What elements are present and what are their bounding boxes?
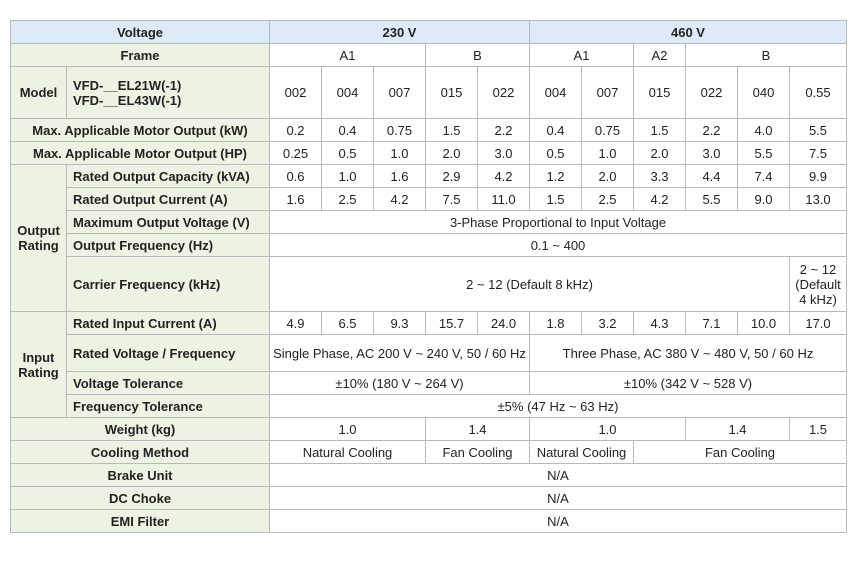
model-code: 004 — [322, 67, 374, 119]
motor-kw-value: 1.5 — [634, 119, 686, 142]
voltage-tolerance-row — [11, 372, 847, 395]
frequency-tolerance-value: ±5% (47 Hz ~ 63 Hz) — [270, 395, 847, 418]
carrier-frequency-row — [11, 257, 847, 312]
spec-table — [10, 20, 847, 533]
cooling-label: Cooling Method — [11, 441, 270, 464]
output-current-value: 11.0 — [478, 188, 530, 211]
output-capacity-value: 2.9 — [426, 165, 478, 188]
output-frequency-label: Output Frequency (Hz) — [67, 234, 270, 257]
motor-hp-value: 2.0 — [634, 142, 686, 165]
voltage-460: 460 V — [530, 21, 847, 44]
rated-voltage-frequency-230: Single Phase, AC 200 V ~ 240 V, 50 / 60 Hz — [270, 335, 530, 372]
model-name-460: VFD-__EL43W(-1) — [73, 92, 182, 108]
cooling-value: Fan Cooling — [426, 441, 530, 464]
frame-row — [11, 44, 847, 67]
output-capacity-value: 9.9 — [790, 165, 847, 188]
brake-unit-label: Brake Unit — [11, 464, 270, 487]
output-capacity-value: 7.4 — [738, 165, 790, 188]
frame-cell: A2 — [634, 44, 686, 67]
model-code: 040 — [738, 67, 790, 119]
input-current-value: 15.7 — [426, 312, 478, 335]
motor-kw-row — [11, 119, 847, 142]
motor-hp-value: 2.0 — [426, 142, 478, 165]
voltage-tolerance-230: ±10% (180 V ~ 264 V) — [270, 372, 530, 395]
motor-kw-value: 0.2 — [270, 119, 322, 142]
output-current-value: 2.5 — [322, 188, 374, 211]
output-capacity-value: 1.2 — [530, 165, 582, 188]
model-code: 002 — [270, 67, 322, 119]
output-capacity-value: 4.2 — [478, 165, 530, 188]
output-current-value: 1.5 — [530, 188, 582, 211]
model-label: Model — [11, 67, 67, 119]
input-current-row — [11, 312, 847, 335]
carrier-frequency-last: 2 ~ 12 (Default 4 kHz) — [790, 257, 847, 312]
output-current-value: 9.0 — [738, 188, 790, 211]
motor-hp-value: 1.0 — [582, 142, 634, 165]
model-code: 004 — [530, 67, 582, 119]
output-current-value: 2.5 — [582, 188, 634, 211]
frequency-tolerance-row — [11, 395, 847, 418]
input-rating-label: Input Rating — [11, 312, 67, 418]
rated-voltage-frequency-460: Three Phase, AC 380 V ~ 480 V, 50 / 60 Hz — [530, 335, 847, 372]
voltage-tolerance-label: Voltage Tolerance — [67, 372, 270, 395]
output-current-value: 1.6 — [270, 188, 322, 211]
model-code: 0.55 — [790, 67, 847, 119]
input-current-value: 9.3 — [374, 312, 426, 335]
motor-kw-value: 2.2 — [478, 119, 530, 142]
model-code: 007 — [582, 67, 634, 119]
motor-hp-value: 7.5 — [790, 142, 847, 165]
output-frequency-value: 0.1 ~ 400 — [270, 234, 847, 257]
output-current-value: 4.2 — [374, 188, 426, 211]
motor-kw-value: 4.0 — [738, 119, 790, 142]
motor-hp-label: Max. Applicable Motor Output (HP) — [11, 142, 270, 165]
motor-kw-value: 2.2 — [686, 119, 738, 142]
model-code: 015 — [634, 67, 686, 119]
output-capacity-value: 2.0 — [582, 165, 634, 188]
model-names — [67, 67, 270, 119]
model-code: 015 — [426, 67, 478, 119]
frame-cell: A1 — [530, 44, 634, 67]
weight-value: 1.4 — [686, 418, 790, 441]
cooling-row — [11, 441, 847, 464]
emi-filter-label: EMI Filter — [11, 510, 270, 533]
max-output-voltage-row — [11, 211, 847, 234]
output-rating-label: Output Rating — [11, 165, 67, 312]
motor-hp-value: 0.5 — [322, 142, 374, 165]
output-frequency-row — [11, 234, 847, 257]
output-current-value: 13.0 — [790, 188, 847, 211]
cooling-value: Natural Cooling — [530, 441, 634, 464]
dc-choke-label: DC Choke — [11, 487, 270, 510]
brake-unit-value: N/A — [270, 464, 847, 487]
output-capacity-row — [11, 165, 847, 188]
input-current-value: 1.8 — [530, 312, 582, 335]
input-current-value: 4.3 — [634, 312, 686, 335]
output-current-value: 4.2 — [634, 188, 686, 211]
input-current-label: Rated Input Current (A) — [67, 312, 270, 335]
max-output-voltage-value: 3-Phase Proportional to Input Voltage — [270, 211, 847, 234]
emi-filter-row — [11, 510, 847, 533]
carrier-frequency-value: 2 ~ 12 (Default 8 kHz) — [270, 257, 790, 312]
voltage-230: 230 V — [270, 21, 530, 44]
output-capacity-value: 1.6 — [374, 165, 426, 188]
voltage-tolerance-460: ±10% (342 V ~ 528 V) — [530, 372, 847, 395]
frame-cell: B — [426, 44, 530, 67]
model-code: 022 — [686, 67, 738, 119]
weight-value: 1.4 — [426, 418, 530, 441]
model-code: 007 — [374, 67, 426, 119]
output-capacity-value: 3.3 — [634, 165, 686, 188]
cooling-value: Fan Cooling — [634, 441, 847, 464]
motor-kw-value: 0.75 — [374, 119, 426, 142]
max-output-voltage-label: Maximum Output Voltage (V) — [67, 211, 270, 234]
frame-cell: B — [686, 44, 847, 67]
motor-hp-value: 0.5 — [530, 142, 582, 165]
motor-kw-label: Max. Applicable Motor Output (kW) — [11, 119, 270, 142]
output-capacity-label: Rated Output Capacity (kVA) — [67, 165, 270, 188]
input-current-value: 10.0 — [738, 312, 790, 335]
output-current-value: 5.5 — [686, 188, 738, 211]
voltage-row — [11, 21, 847, 44]
output-capacity-value: 4.4 — [686, 165, 738, 188]
input-current-value: 24.0 — [478, 312, 530, 335]
model-code: 022 — [478, 67, 530, 119]
rated-voltage-frequency-row — [11, 335, 847, 372]
motor-hp-value: 3.0 — [686, 142, 738, 165]
motor-kw-value: 0.75 — [582, 119, 634, 142]
frequency-tolerance-label: Frequency Tolerance — [67, 395, 270, 418]
motor-hp-value: 3.0 — [478, 142, 530, 165]
model-row — [11, 67, 847, 119]
input-current-value: 17.0 — [790, 312, 847, 335]
input-current-value: 6.5 — [322, 312, 374, 335]
carrier-frequency-label: Carrier Frequency (kHz) — [67, 257, 270, 312]
motor-hp-value: 5.5 — [738, 142, 790, 165]
output-capacity-value: 1.0 — [322, 165, 374, 188]
emi-filter-value: N/A — [270, 510, 847, 533]
motor-kw-value: 0.4 — [530, 119, 582, 142]
brake-unit-row — [11, 464, 847, 487]
output-current-label: Rated Output Current (A) — [67, 188, 270, 211]
input-current-value: 7.1 — [686, 312, 738, 335]
motor-kw-value: 0.4 — [322, 119, 374, 142]
motor-hp-row — [11, 142, 847, 165]
weight-value: 1.0 — [270, 418, 426, 441]
motor-hp-value: 0.25 — [270, 142, 322, 165]
frame-label: Frame — [11, 44, 270, 67]
weight-value: 1.5 — [790, 418, 847, 441]
output-capacity-value: 0.6 — [270, 165, 322, 188]
weight-row — [11, 418, 847, 441]
input-current-value: 4.9 — [270, 312, 322, 335]
motor-hp-value: 1.0 — [374, 142, 426, 165]
dc-choke-value: N/A — [270, 487, 847, 510]
rated-voltage-frequency-label: Rated Voltage / Frequency — [67, 335, 270, 372]
dc-choke-row — [11, 487, 847, 510]
cooling-value: Natural Cooling — [270, 441, 426, 464]
motor-kw-value: 5.5 — [790, 119, 847, 142]
frame-cell: A1 — [270, 44, 426, 67]
model-name-230: VFD-__EL21W(-1) — [73, 77, 182, 93]
input-current-value: 3.2 — [582, 312, 634, 335]
output-current-value: 7.5 — [426, 188, 478, 211]
motor-kw-value: 1.5 — [426, 119, 478, 142]
voltage-label: Voltage — [11, 21, 270, 44]
weight-label: Weight (kg) — [11, 418, 270, 441]
weight-value: 1.0 — [530, 418, 686, 441]
output-current-row — [11, 188, 847, 211]
